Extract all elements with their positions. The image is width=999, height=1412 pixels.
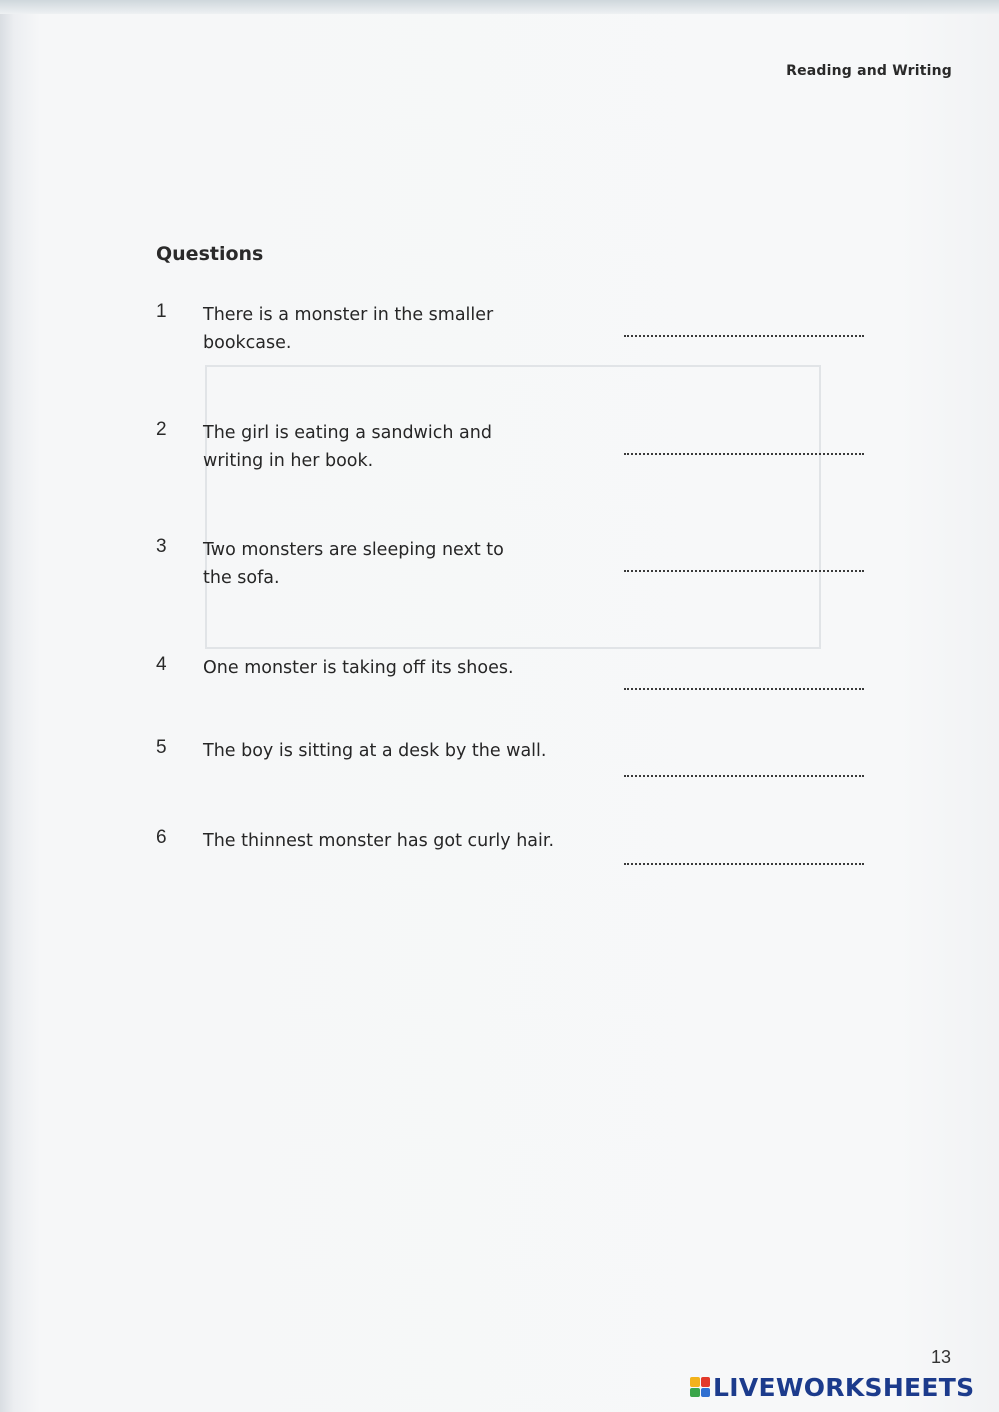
answer-input-6[interactable] (624, 845, 864, 865)
scan-edge (0, 0, 999, 14)
question-text: The girl is eating a sandwich and writing in her book. (203, 423, 492, 471)
answer-input-2[interactable] (624, 435, 864, 455)
question-number: 5 (156, 737, 167, 758)
question-text: Two monsters are sleeping next to the sofa. (203, 540, 504, 588)
question-text: The boy is sitting at a desk by the wall. (203, 741, 547, 761)
answer-input-1[interactable] (624, 317, 864, 337)
question-row-1 (156, 301, 866, 361)
questions-heading: Questions (156, 243, 264, 265)
question-number: 4 (156, 654, 167, 675)
answer-input-3[interactable] (624, 552, 864, 572)
question-text: The thinnest monster has got curly hair. (203, 831, 555, 851)
question-row-6 (156, 827, 866, 887)
liveworksheets-logo (690, 1372, 974, 1402)
question-row-3 (156, 536, 866, 596)
question-text: There is a monster in the smaller bookcase. (203, 305, 494, 353)
liveworksheets-grid-icon (690, 1377, 710, 1397)
question-number: 2 (156, 419, 167, 440)
answer-input-5[interactable] (624, 757, 864, 777)
page-number: 13 (931, 1347, 952, 1367)
question-number: 1 (156, 301, 167, 322)
section-label: Reading and Writing (786, 63, 952, 79)
question-number: 6 (156, 827, 167, 848)
bleed-through-frame (205, 365, 821, 649)
question-row-2 (156, 419, 866, 479)
question-row-4 (156, 654, 866, 714)
question-row-5 (156, 737, 866, 797)
answer-input-4[interactable] (624, 670, 864, 690)
brand-name: LIVEWORKSHEETS (713, 1372, 975, 1402)
question-text: One monster is taking off its shoes. (203, 658, 514, 678)
question-number: 3 (156, 536, 167, 557)
